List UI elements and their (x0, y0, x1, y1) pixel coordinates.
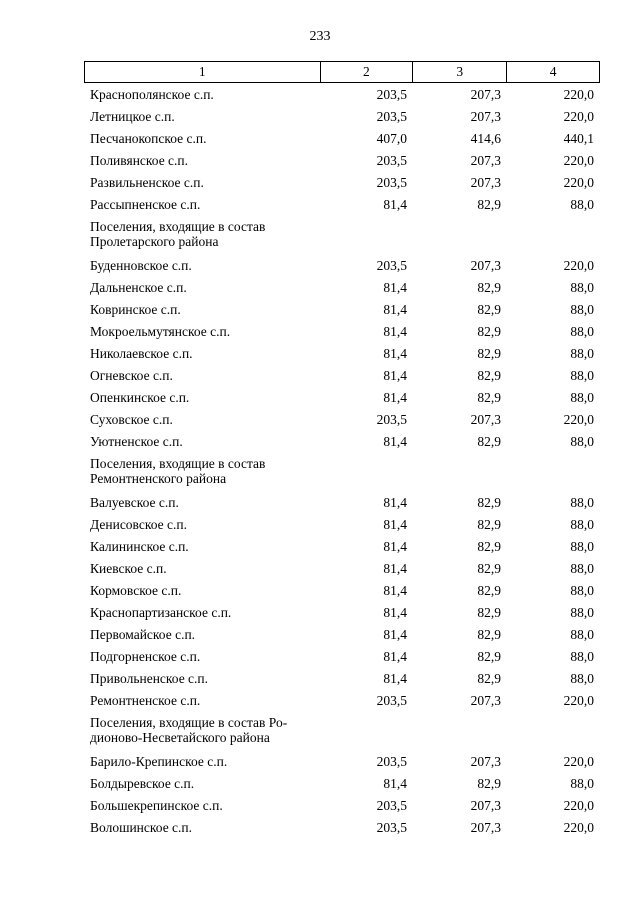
table-header (84, 61, 600, 83)
value-col-3: 82,9 (477, 390, 501, 405)
table-row (84, 431, 600, 453)
settlement-name: Краснополянское с.п. (90, 87, 214, 102)
group-heading-line: Ремонтненского района (90, 471, 227, 486)
value-col-3: 207,3 (470, 693, 501, 708)
settlement-name: Ковринское с.п. (90, 302, 181, 317)
table-row (84, 365, 600, 387)
settlement-name: Денисовское с.п. (90, 517, 187, 532)
value-col-3: 82,9 (477, 434, 501, 449)
table-row (84, 255, 600, 277)
value-col-4: 88,0 (570, 280, 594, 295)
settlement-name: Уютненское с.п. (90, 434, 183, 449)
value-col-2: 81,4 (383, 324, 407, 339)
settlement-name: Мокроельмутянское с.п. (90, 324, 231, 339)
table-row (84, 194, 600, 216)
settlement-name: Волошинское с.п. (90, 820, 193, 835)
settlement-name: Развильненское с.п. (90, 175, 204, 190)
table-row (84, 624, 600, 646)
settlement-name: Летницкое с.п. (90, 109, 175, 124)
table-row (84, 106, 600, 128)
column-header-4: 4 (507, 62, 600, 83)
settlement-name: Большекрепинское с.п. (90, 798, 223, 813)
table-row (84, 690, 600, 712)
value-col-4: 88,0 (570, 776, 594, 791)
table-row (84, 492, 600, 514)
column-header-2: 2 (320, 62, 413, 83)
value-col-2: 81,4 (383, 197, 407, 212)
table-row (84, 558, 600, 580)
table-row (84, 646, 600, 668)
value-col-2: 81,4 (383, 627, 407, 642)
table-row (84, 817, 600, 839)
value-col-3: 207,3 (470, 820, 501, 835)
table-row (84, 773, 600, 795)
settlement-name: Суховское с.п. (90, 412, 173, 427)
table-row (84, 751, 600, 773)
settlement-name: Огневское с.п. (90, 368, 173, 383)
value-col-2: 203,5 (376, 412, 407, 427)
settlement-name: Первомайское с.п. (90, 627, 196, 642)
group-heading (84, 453, 600, 492)
value-col-2: 81,4 (383, 390, 407, 405)
column-header-3: 3 (413, 62, 507, 83)
value-col-2: 81,4 (383, 302, 407, 317)
value-col-3: 82,9 (477, 649, 501, 664)
settlement-name: Дальненское с.п. (90, 280, 187, 295)
settlement-name: Подгорненское с.п. (90, 649, 201, 664)
table-row (84, 795, 600, 817)
table-row (84, 536, 600, 558)
value-col-2: 81,4 (383, 561, 407, 576)
settlement-name: Песчанокопское с.п. (90, 131, 207, 146)
value-col-3: 82,9 (477, 368, 501, 383)
group-heading-row (84, 453, 600, 492)
value-col-4: 88,0 (570, 649, 594, 664)
settlement-name: Калининское с.п. (90, 539, 189, 554)
value-col-2: 81,4 (383, 346, 407, 361)
value-col-3: 207,3 (470, 153, 501, 168)
group-heading (84, 216, 600, 255)
value-col-3: 82,9 (477, 517, 501, 532)
value-col-4: 88,0 (570, 390, 594, 405)
table-row (84, 668, 600, 690)
table-row (84, 387, 600, 409)
value-col-4: 88,0 (570, 517, 594, 532)
value-col-2: 203,5 (376, 87, 407, 102)
table-row (84, 580, 600, 602)
value-col-4: 220,0 (563, 258, 594, 273)
value-col-2: 81,4 (383, 776, 407, 791)
value-col-3: 82,9 (477, 627, 501, 642)
value-col-2: 81,4 (383, 583, 407, 598)
settlement-name: Привольненское с.п. (90, 671, 209, 686)
value-col-3: 82,9 (477, 324, 501, 339)
column-header-1: 1 (85, 62, 321, 83)
table-row (84, 409, 600, 431)
value-col-4: 88,0 (570, 495, 594, 510)
table-row (84, 128, 600, 150)
value-col-3: 82,9 (477, 671, 501, 686)
value-col-3: 82,9 (477, 776, 501, 791)
value-col-2: 407,0 (376, 131, 407, 146)
value-col-3: 82,9 (477, 280, 501, 295)
table-row (84, 150, 600, 172)
value-col-3: 414,6 (470, 131, 501, 146)
value-col-4: 220,0 (563, 412, 594, 427)
group-heading-row (84, 216, 600, 255)
value-col-2: 203,5 (376, 693, 407, 708)
settlement-name: Барило-Крепинское с.п. (90, 754, 228, 769)
value-col-4: 88,0 (570, 671, 594, 686)
value-col-3: 207,3 (470, 109, 501, 124)
value-col-2: 203,5 (376, 153, 407, 168)
settlement-name: Николаевское с.п. (90, 346, 193, 361)
value-col-4: 220,0 (563, 175, 594, 190)
group-heading-line: Пролетарского района (90, 234, 219, 249)
value-col-4: 220,0 (563, 153, 594, 168)
value-col-2: 81,4 (383, 605, 407, 620)
group-heading (84, 712, 600, 751)
table-row (84, 343, 600, 365)
value-col-2: 81,4 (383, 671, 407, 686)
value-col-4: 88,0 (570, 324, 594, 339)
table-row (84, 321, 600, 343)
value-col-2: 81,4 (383, 280, 407, 295)
value-col-4: 88,0 (570, 434, 594, 449)
value-col-4: 88,0 (570, 539, 594, 554)
value-col-4: 220,0 (563, 820, 594, 835)
value-col-2: 203,5 (376, 820, 407, 835)
value-col-4: 220,0 (563, 693, 594, 708)
value-col-4: 88,0 (570, 561, 594, 576)
value-col-3: 82,9 (477, 561, 501, 576)
value-col-2: 81,4 (383, 434, 407, 449)
value-col-4: 220,0 (563, 87, 594, 102)
value-col-2: 81,4 (383, 649, 407, 664)
value-col-3: 82,9 (477, 583, 501, 598)
value-col-3: 207,3 (470, 258, 501, 273)
value-col-4: 88,0 (570, 583, 594, 598)
value-col-3: 82,9 (477, 539, 501, 554)
value-col-2: 81,4 (383, 495, 407, 510)
value-col-3: 207,3 (470, 754, 501, 769)
settlements-table (84, 84, 600, 839)
value-col-3: 82,9 (477, 346, 501, 361)
value-col-2: 81,4 (383, 539, 407, 554)
settlement-name: Валуевское с.п. (90, 495, 179, 510)
value-col-2: 203,5 (376, 754, 407, 769)
value-col-3: 207,3 (470, 175, 501, 190)
value-col-3: 207,3 (470, 87, 501, 102)
value-col-3: 207,3 (470, 798, 501, 813)
value-col-3: 82,9 (477, 495, 501, 510)
table-row (84, 172, 600, 194)
page-number: 233 (309, 29, 331, 44)
settlement-name: Буденновское с.п. (90, 258, 192, 273)
value-col-2: 81,4 (383, 517, 407, 532)
value-col-3: 82,9 (477, 302, 501, 317)
value-col-3: 207,3 (470, 412, 501, 427)
settlement-name: Опенкинское с.п. (90, 390, 190, 405)
settlement-name: Киевское с.п. (90, 561, 167, 576)
value-col-4: 88,0 (570, 197, 594, 212)
value-col-4: 220,0 (563, 798, 594, 813)
value-col-4: 88,0 (570, 368, 594, 383)
value-col-4: 88,0 (570, 627, 594, 642)
table-row (84, 277, 600, 299)
value-col-3: 82,9 (477, 197, 501, 212)
value-col-4: 220,0 (563, 754, 594, 769)
value-col-2: 203,5 (376, 798, 407, 813)
settlement-name: Краснопартизанское с.п. (90, 605, 232, 620)
settlement-name: Болдыревское с.п. (90, 776, 195, 791)
value-col-4: 88,0 (570, 605, 594, 620)
settlement-name: Поливянское с.п. (90, 153, 189, 168)
table-row (84, 514, 600, 536)
value-col-4: 88,0 (570, 302, 594, 317)
value-col-3: 82,9 (477, 605, 501, 620)
table-row (84, 299, 600, 321)
table-row (84, 602, 600, 624)
value-col-4: 220,0 (563, 109, 594, 124)
value-col-2: 203,5 (376, 258, 407, 273)
value-col-2: 203,5 (376, 175, 407, 190)
value-col-2: 203,5 (376, 109, 407, 124)
settlement-name: Кормовское с.п. (90, 583, 182, 598)
value-col-4: 88,0 (570, 346, 594, 361)
settlement-name: Ремонтненское с.п. (90, 693, 201, 708)
value-col-4: 440,1 (563, 131, 594, 146)
group-heading-line: Поселения, входящие в состав (90, 456, 266, 471)
group-heading-row (84, 712, 600, 751)
table-row (84, 84, 600, 106)
group-heading-line: Поселения, входящие в состав (90, 219, 266, 234)
settlement-name: Рассыпненское с.п. (90, 197, 201, 212)
group-heading-line: дионово-Несветайского района (90, 730, 270, 745)
group-heading-line: Поселения, входящие в состав Ро- (90, 715, 288, 730)
value-col-2: 81,4 (383, 368, 407, 383)
